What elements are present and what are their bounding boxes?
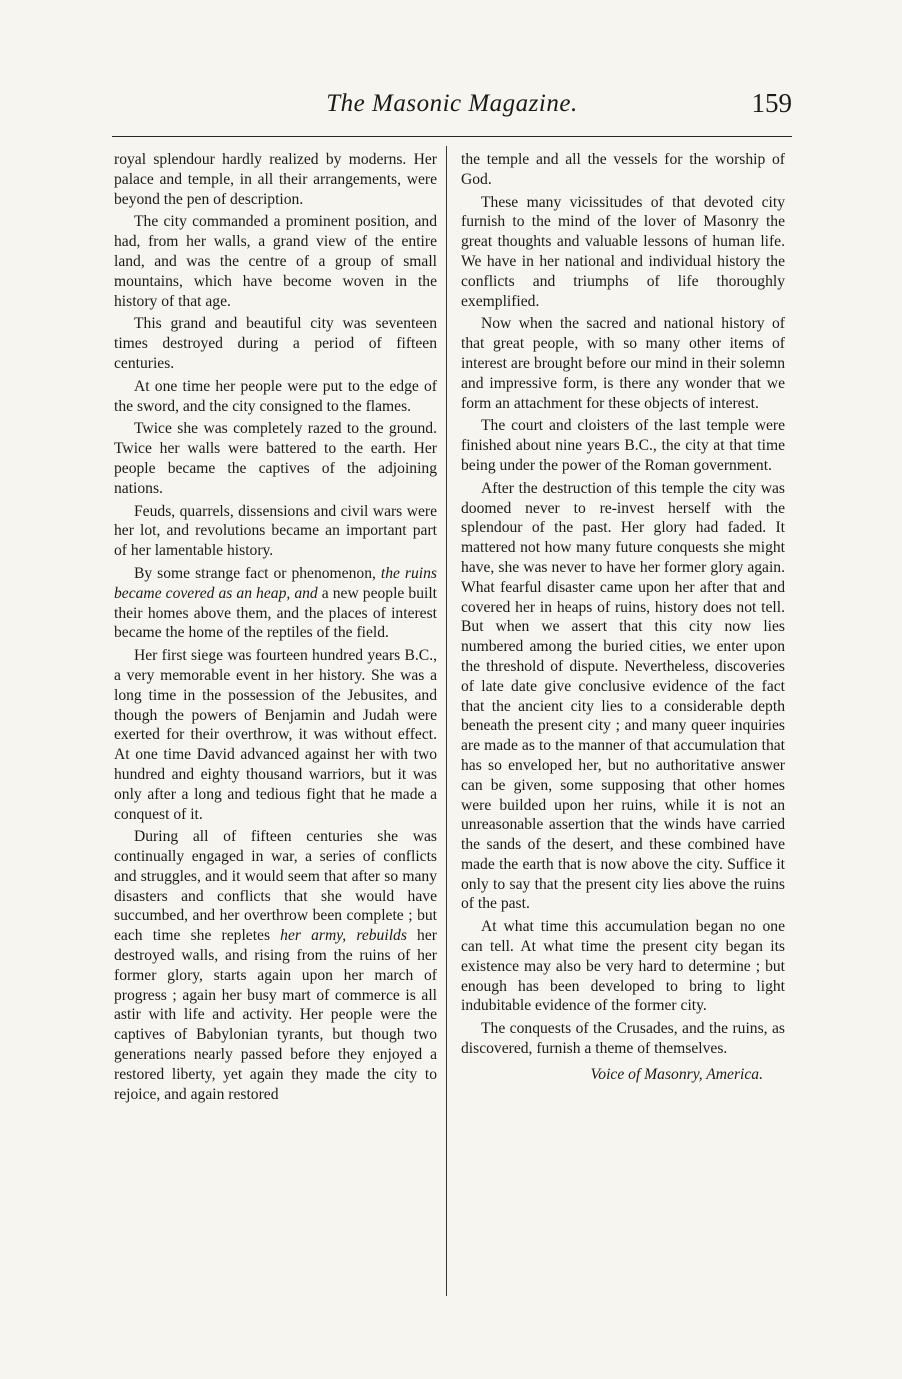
paragraph-text: During all of fifteen centuries she was continually engaged in war, a series of conflicts and struggles, and it would seem that after so many disasters and conflicts that she would have succumbed, and her overthrow been complete ; but each time she repletes: [114, 828, 437, 945]
paragraph: This grand and beautiful city was seventeen times destroyed during a period of fifteen centuries.: [114, 315, 437, 372]
paragraph: At what time this accumulation began no one can tell. At what time the present city began its existence may also be very hard to determine ; but enough has been developed to bring to light indubitable evidence of the former city.: [461, 918, 785, 1015]
italic-phrase: the ruins became covered as an heap, and: [114, 564, 437, 602]
paragraph-text: her destroyed walls, and rising from the ruins of her former glory, starts again upon her march of progress ; again her busy mart of commerce is all astir with life and activity. Her people were the captives of Babylonian tyrants, but though two generations nearly passed before they enjoyed a restored liberty, yet again they made the city to rejoice, and again restored: [114, 927, 437, 1103]
column-divider: [446, 146, 447, 1296]
paragraph: Feuds, quarrels, dissensions and civil wars were her lot, and revolutions became an important part of her lamentable history.: [114, 502, 437, 560]
paragraph: The city commanded a prominent position, and had, from her walls, a grand view of the entire land, and was the centre of a group of small mountains, which have become woven in the history of that age.: [114, 213, 437, 310]
paragraph: Her first siege was fourteen hundred years B.C., a very memorable event in her history. She was a long time in the possession of the Jebusites, and though the powers of Benjamin and Judah were exerted for their overthrow, it was without effect. At one time David advanced against her with two hundred and eighty thousand warriors, but it was only after a long and tedious fight that he made a conquest of it.: [114, 647, 437, 823]
italic-phrase: her army, rebuilds: [280, 927, 407, 945]
header-rule: [112, 136, 792, 137]
paragraph: These many vicissitudes of that devoted city furnish to the mind of the lover of Masonry the great thoughts and valuable lessons of human life. We have in her national and individual history the conflicts and triumphs of life thoroughly exemplified.: [461, 193, 785, 310]
paragraph: At one time her people were put to the edge of the sword, and the city consigned to the flames.: [114, 377, 437, 415]
paragraph: Now when the sacred and national history of that great people, with so many other items of interest are brought before our mind in their solemn and impressive form, is there any wonder that we form an attachment for these objects of interest.: [461, 315, 785, 412]
paragraph: [114, 564, 437, 643]
paragraph: After the destruction of this temple the city was doomed never to re-invest herself with the splendour of the past. Her glory had faded. It mattered not how many future conquests she might have, she was never to have her former glory again. What fearful disaster came upon her after that and covered her in heaps of ruins, history does not tell. But when we assert that this city now lies numbered among the buried cities, we enter upon the threshold of dispute. Nevertheless, discoveries of late date give conclusive evidence of the fact that the ancient city lies to a considerable depth beneath the present city ; and many queer inquiries are made as to the manner of that accumulation that has so enveloped her, but no authoritative answer can be given, some supposing that other homes were builded upon her ruins, while it is not an unreasonable assertion that the winds have carried the sands of the desert, and these combined have made the earth that is now above the city. Suffice it only to say that the present city lies above the ruins of the past.: [461, 479, 785, 913]
paragraph-text: By some strange fact or phenomenon,: [134, 564, 376, 582]
page-number: 159: [751, 88, 792, 118]
paragraph-text: a new people built their homes above them, and the places of interest became the home of the reptiles of the field.: [114, 584, 437, 642]
running-title: The Masonic Magazine.: [326, 90, 578, 117]
paragraph: Twice she was completely razed to the ground. Twice her walls were battered to the earth. Her people became the captives of the adjoining nations.: [114, 420, 437, 497]
left-column: [114, 150, 437, 1107]
paragraph: The conquests of the Crusades, and the ruins, as discovered, furnish a theme of themselves.: [461, 1020, 785, 1058]
source-attribution: Voice of Masonry, America.: [590, 1065, 763, 1083]
paragraph: The court and cloisters of the last temple were finished about nine years B.C., the city at that time being under the power of the Roman government.: [461, 417, 785, 474]
paragraph: royal splendour hardly realized by moderns. Her palace and temple, in all their arrangements, were beyond the pen of description.: [114, 151, 437, 208]
paragraph: [114, 827, 437, 1104]
page-header: [112, 86, 792, 126]
paragraph: the temple and all the vessels for the worship of God.: [461, 151, 785, 188]
right-column: [461, 150, 785, 1085]
